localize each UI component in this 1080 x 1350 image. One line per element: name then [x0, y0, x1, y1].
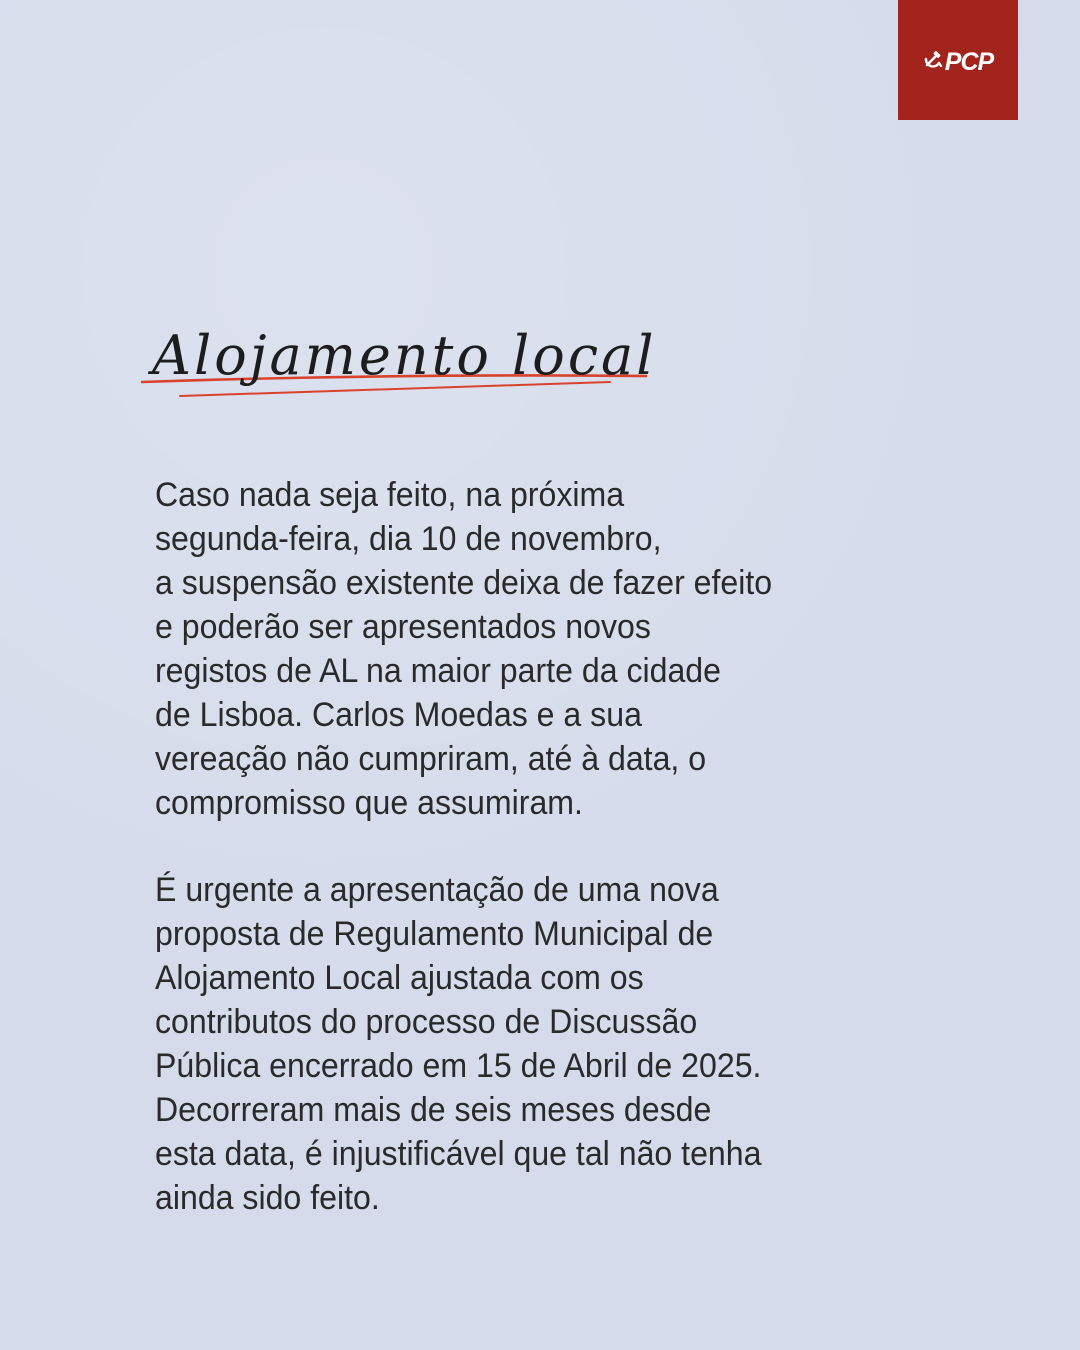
text-line: e poderão ser apresentados novos	[155, 608, 651, 646]
text-line: Decorreram mais de seis meses desde	[155, 1091, 712, 1129]
text-line: vereação não cumpriram, até à data, o	[155, 740, 707, 778]
text-line: Pública encerrado em 15 de Abril de 2025.	[155, 1047, 762, 1085]
text-line: a suspensão existente deixa de fazer efeito	[155, 564, 773, 602]
text-line: Alojamento Local ajustada com os	[155, 959, 644, 997]
logo-text: PCP	[944, 47, 994, 76]
text-line: de Lisboa. Carlos Moedas e a sua	[155, 696, 642, 734]
text-line: segunda-feira, dia 10 de novembro,	[155, 520, 662, 558]
text-line: Caso nada seja feito, na próxima	[155, 476, 625, 514]
text-line: esta data, é injustificável que tal não tenha	[155, 1135, 762, 1173]
text-line: contributos do processo de Discussão	[155, 1003, 698, 1041]
heading	[140, 318, 660, 418]
heading-title: Alojamento local	[152, 324, 657, 387]
hammer-sickle-icon	[923, 50, 943, 75]
text-line: É urgente a apresentação de uma nova	[155, 871, 719, 909]
text-line: proposta de Regulamento Municipal de	[155, 915, 714, 953]
paragraph-2	[155, 868, 862, 1220]
text-line: compromisso que assumiram.	[155, 784, 583, 822]
text-line: ainda sido feito.	[155, 1179, 380, 1217]
paragraph-1	[155, 473, 862, 825]
text-line: registos de AL na maior parte da cidade	[155, 652, 722, 690]
pcp-logo	[898, 0, 1018, 120]
